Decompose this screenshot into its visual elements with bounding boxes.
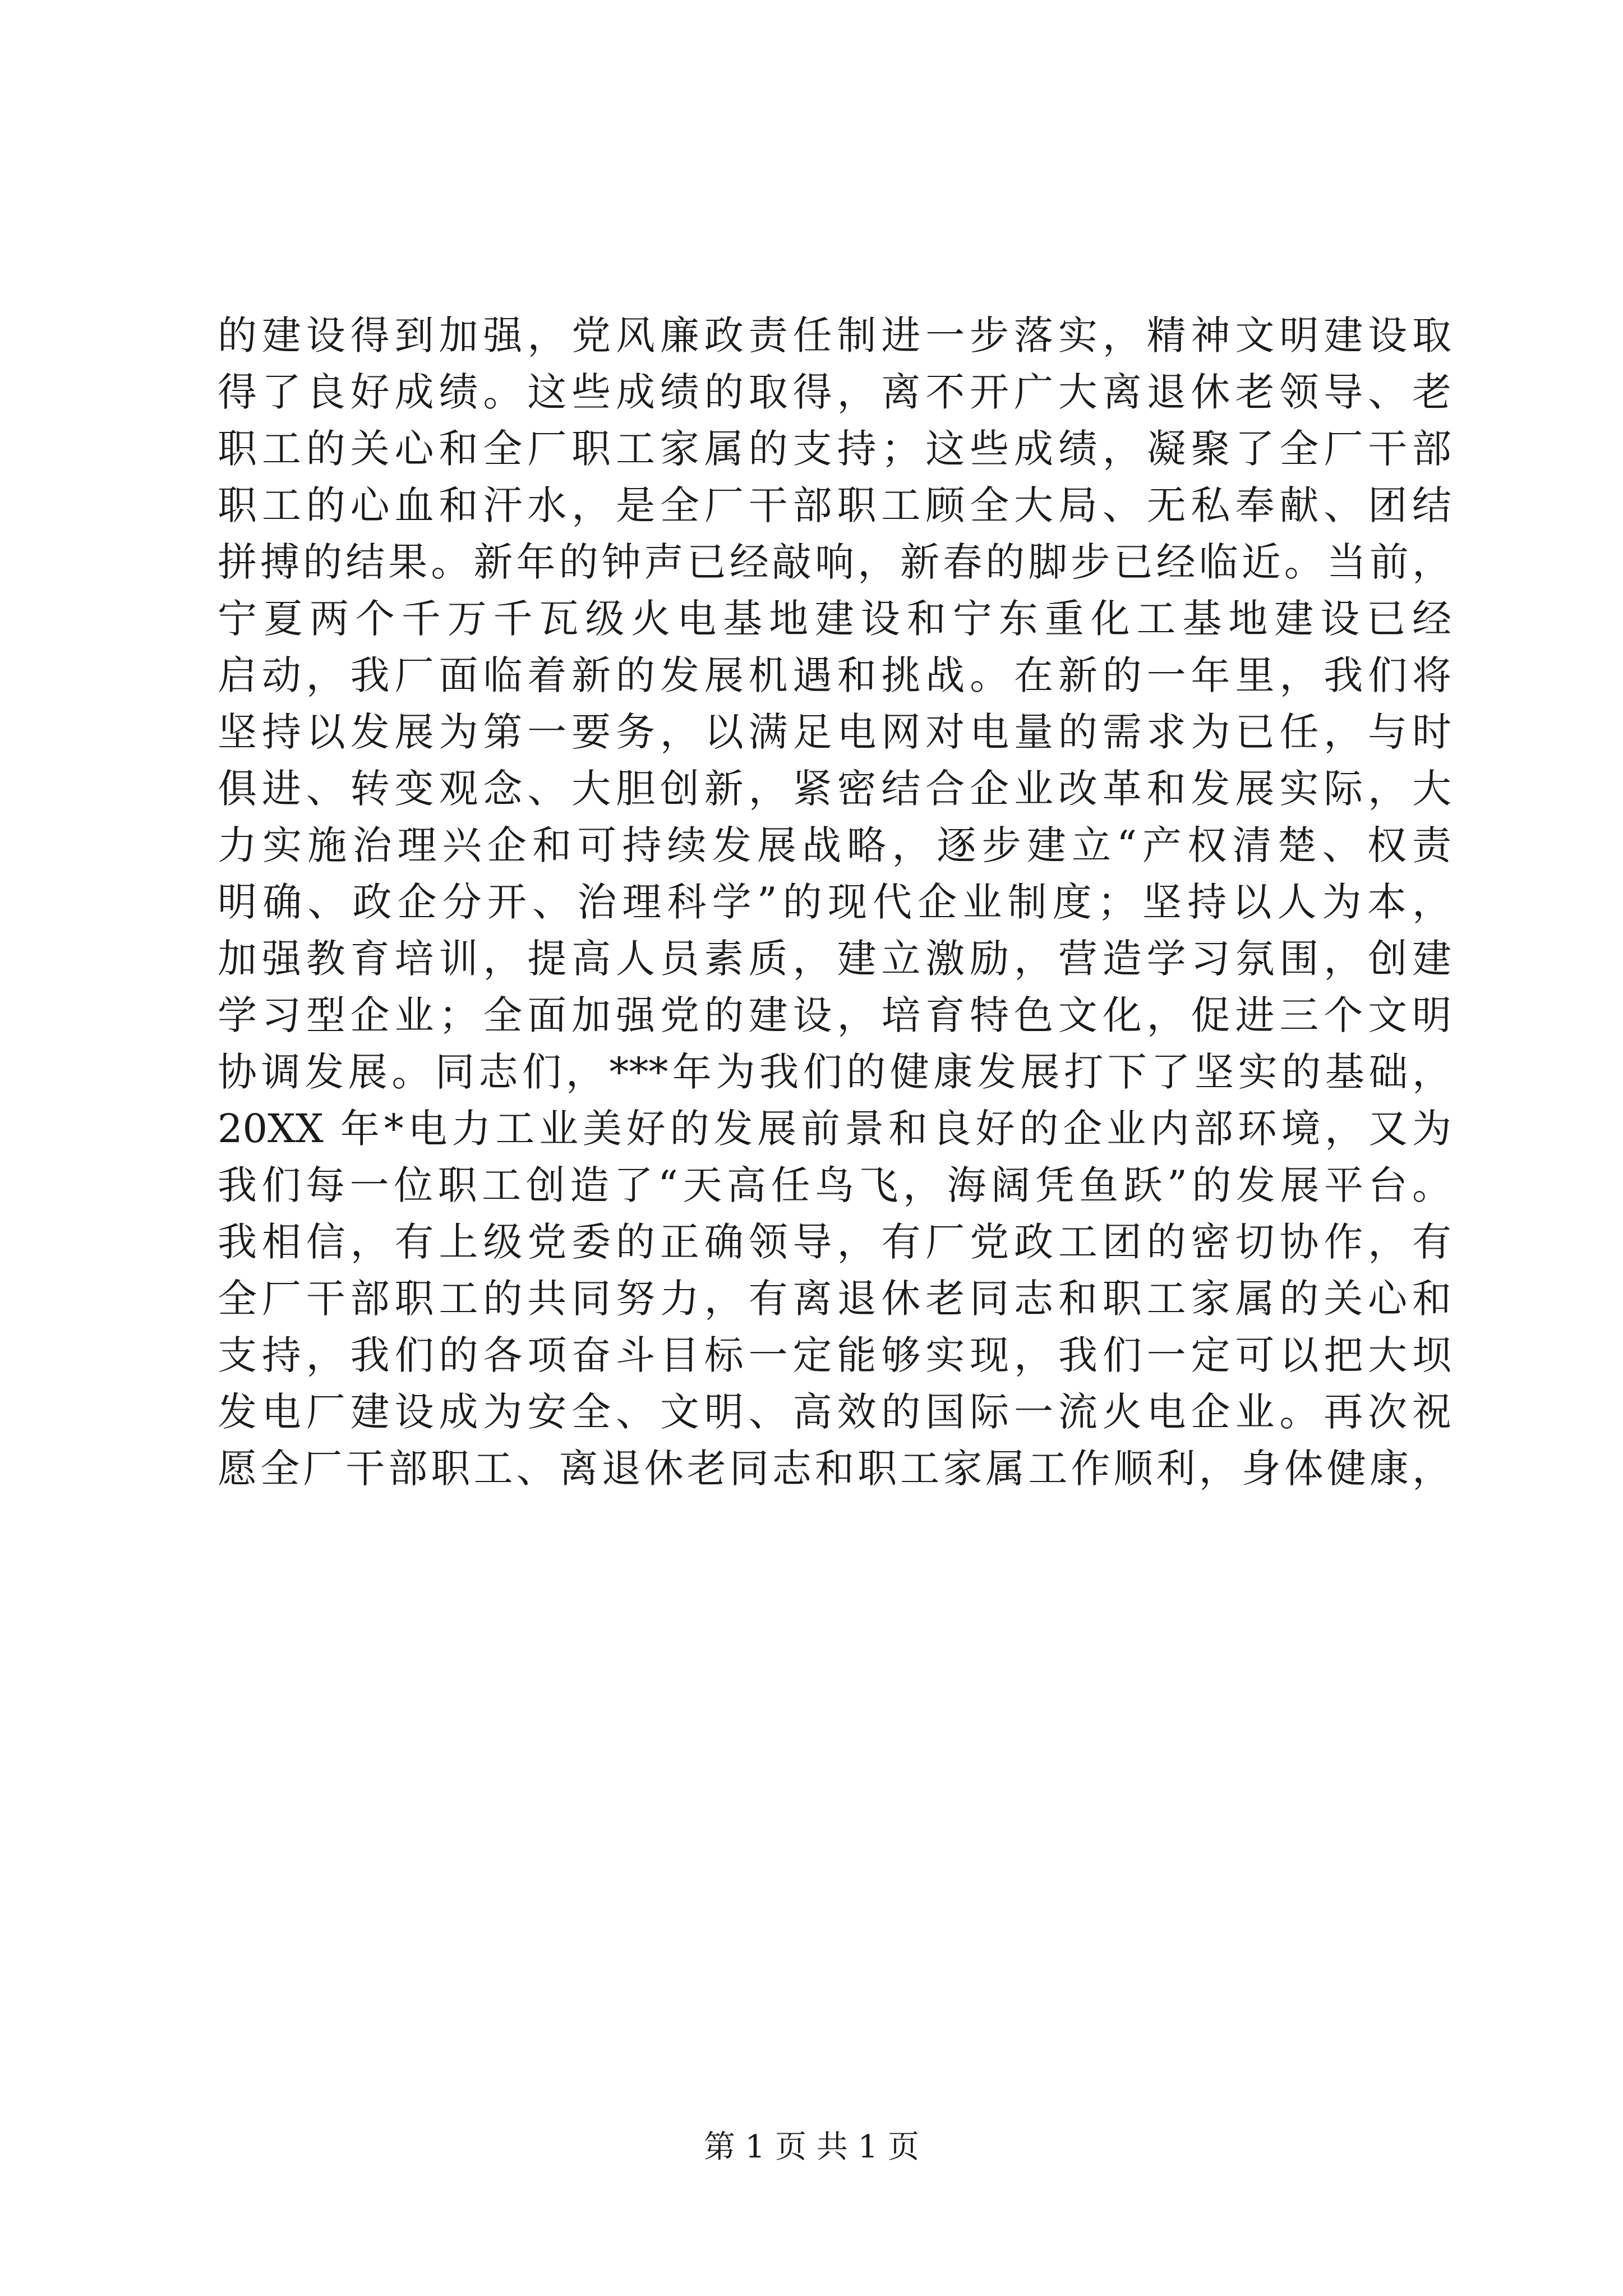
text-line: 俱进、转变观念、大胆创新，紧密结合企业改革和发展实际，大	[218, 766, 1451, 812]
text-line: 全厂干部职工的共同努力，有离退休老同志和职工家属的关心和	[218, 1276, 1451, 1322]
text-line: 启动，我厂面临着新的发展机遇和挑战。在新的一年里，我们将	[218, 652, 1451, 698]
text-line: 职工的关心和全厂职工家属的支持；这些成绩，凝聚了全厂干部	[218, 426, 1451, 472]
text-line: 职工的心血和汗水，是全厂干部职工顾全大局、无私奉献、团结	[218, 482, 1451, 528]
text-line: 我相信，有上级党委的正确领导，有厂党政工团的密切协作，有	[218, 1219, 1451, 1265]
text-line: 的建设得到加强，党风廉政责任制进一步落实，精神文明建设取	[218, 312, 1451, 358]
text-line: 协调发展。同志们，***年为我们的健康发展打下了坚实的基础，	[218, 1049, 1451, 1095]
text-line: 宁夏两个千万千瓦级火电基地建设和宁东重化工基地建设已经	[218, 596, 1451, 642]
body-text	[218, 307, 1451, 1497]
text-line: 拼搏的结果。新年的钟声已经敲响，新春的脚步已经临近。当前，	[218, 539, 1451, 585]
text-line: 加强教育培训，提高人员素质，建立激励，营造学习氛围，创建	[218, 936, 1451, 982]
text-line: 20XX 年*电力工业美好的发展前景和良好的企业内部环境，又为	[218, 1106, 1451, 1152]
text-line: 明确、政企分开、治理科学”的现代企业制度；坚持以人为本，	[218, 879, 1451, 925]
text-line: 我们每一位职工创造了“天高任鸟飞，海阔凭鱼跃”的发展平台。	[218, 1162, 1451, 1208]
text-line: 坚持以发展为第一要务，以满足电网对电量的需求为已任，与时	[218, 709, 1451, 755]
page-footer: 第 1 页 共 1 页	[703, 2129, 920, 2165]
text-line: 支持，我们的各项奋斗目标一定能够实现，我们一定可以把大坝	[218, 1332, 1451, 1378]
text-line: 愿全厂干部职工、离退休老同志和职工家属工作顺利，身体健康，	[218, 1446, 1451, 1492]
text-line: 力实施治理兴企和可持续发展战略，逐步建立“产权清楚、权责	[218, 822, 1451, 868]
text-line: 得了良好成绩。这些成绩的取得，离不开广大离退休老领导、老	[218, 369, 1451, 415]
text-line: 发电厂建设成为安全、文明、高效的国际一流火电企业。再次祝	[218, 1389, 1451, 1435]
text-line: 学习型企业；全面加强党的建设，培育特色文化，促进三个文明	[218, 992, 1451, 1038]
